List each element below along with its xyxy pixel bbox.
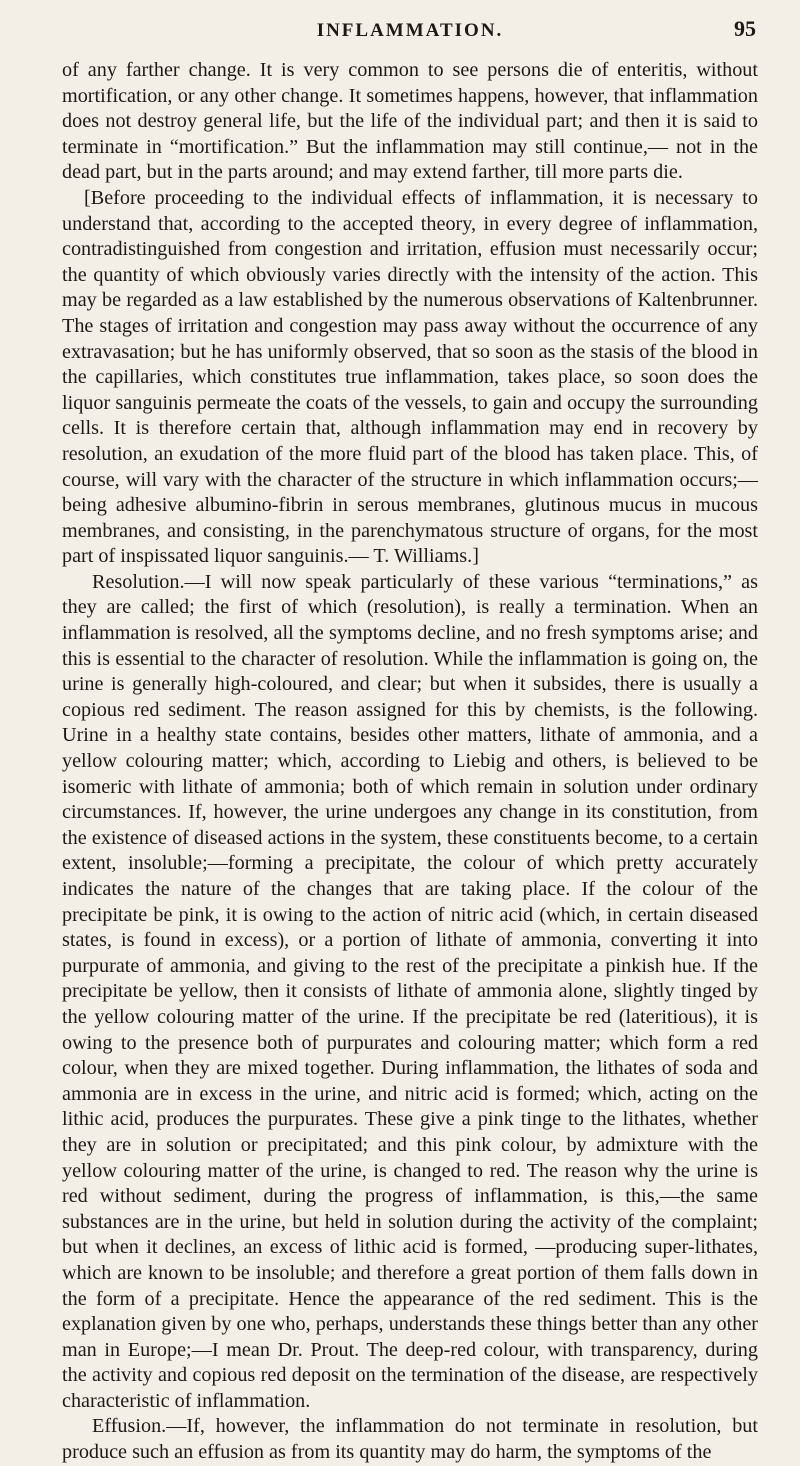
body-text xyxy=(62,58,758,1466)
paragraph-continuation: of any farther change. It is very common to see persons die of enteritis, without mortification, or any other change. It sometimes happens, however, that inflammation does not destroy general life, but the life of the individual part; and then it is said to terminate in “mortification.” But the inflammation may still continue,— not in the dead part, but in the parts around; and may extend farther, till more parts die. xyxy=(62,59,758,184)
page-header xyxy=(62,14,758,48)
paragraph-editor-note: [Before proceeding to the individual effects of inflammation, it is necessary to understand that, according to the accepted theory, in every degree of inflammation, contradistinguished from congestion and irritation, effusion must necessarily occur; the quantity of which obviously varies directly with the intensity of the action. This may be regarded as a law established by the numerous observations of Kaltenbrunner. The stages of irritation and congestion may pass away without the occurrence of any extravasation; but he has uniformly observed, that so soon as the stasis of the blood in the capillaries, which constitutes true inflammation, takes place, so soon does the liquor sanguinis permeate the coats of the vessels, to gain and occupy the surrounding cells. It is therefore certain that, although inflammation may end in recovery by resolution, an exudation of the more fluid part of the blood has taken place. This, of course, will vary with the character of the structure in which inflammation occurs;—being adhesive albumino-fibrin in serous membranes, glutinous mucus in mucous membranes, and consisting, in the parenchymatous structure of organs, for the most part of inspissated liquor sanguinis.— T. Williams.] xyxy=(62,186,758,568)
running-head: INFLAMMATION. xyxy=(316,20,504,41)
paragraph-resolution: Resolution.—I will now speak particularly of these various “terminations,” as they are called; the first of which (resolution), is really a termination. When an inflammation is resolved, all the symptoms decline, and no fresh symptoms arise; and this is essential to the character of resolution. While the inflammation is going on, the urine is generally high-coloured, and clear; but when it subsides, there is usually a copious red sediment. The reason assigned for this by chemists, is the following. Urine in a healthy state contains, besides other matters, lithate of ammonia, and a yellow colouring matter; which, according to Liebig and others, is believed to be isomeric with lithate of ammonia; both of which remain in solution under ordinary circumstances. If, however, the urine undergoes any change in its constitution, from the existence of diseased actions in the system, these constituents become, to a certain extent, insoluble;—forming a precipitate, the colour of which pretty accurately indicates the nature of the changes that are taking place. If the colour of the precipitate be pink, it is owing to the action of nitric acid (which, in certain diseased states, is found in excess), or a portion of lithate of ammonia, converting it into purpurate of ammonia, and giving to the rest of the precipitate a pinkish hue. If the precipitate be yellow, then it consists of lithate of ammonia alone, slightly tinged by the yellow colouring matter of the urine. If the precipitate be red (lateritious), it is owing to the presence both of purpurates and colouring matter; which form a red colour, when they are mixed together. During inflammation, the lithates of soda and ammonia are in excess in the urine, and nitric acid is formed; which, acting on the lithic acid, produces the purpurates. These give a pink tinge to the lithates, whether they are in solution or precipitated; and this pink colour, by admixture with the yellow colouring matter of the urine, is changed to red. The reason why the urine is red without sediment, during the progress of inflammation, is this,—the same substances are in the urine, but held in solution during the activity of the complaint; but when it declines, an excess of lithic acid is formed, —producing super-lithates, which are known to be insoluble; and therefore a great portion of them falls down in the form of a precipitate. Hence the appearance of the red sediment. This is the explanation given by one who, perhaps, understands these things better than any other man in Europe;—I mean Dr. Prout. The deep-red colour, with transparency, during the activity and copious red deposit on the termination of the disease, are respectively characteristic of inflammation. xyxy=(62,570,758,1412)
page-number: 95 xyxy=(734,16,756,41)
paragraph-effusion: Effusion.—If, however, the inflammation do not terminate in resolution, but produce such an effusion as from its quantity may do harm, the symptoms of the xyxy=(62,1415,758,1464)
